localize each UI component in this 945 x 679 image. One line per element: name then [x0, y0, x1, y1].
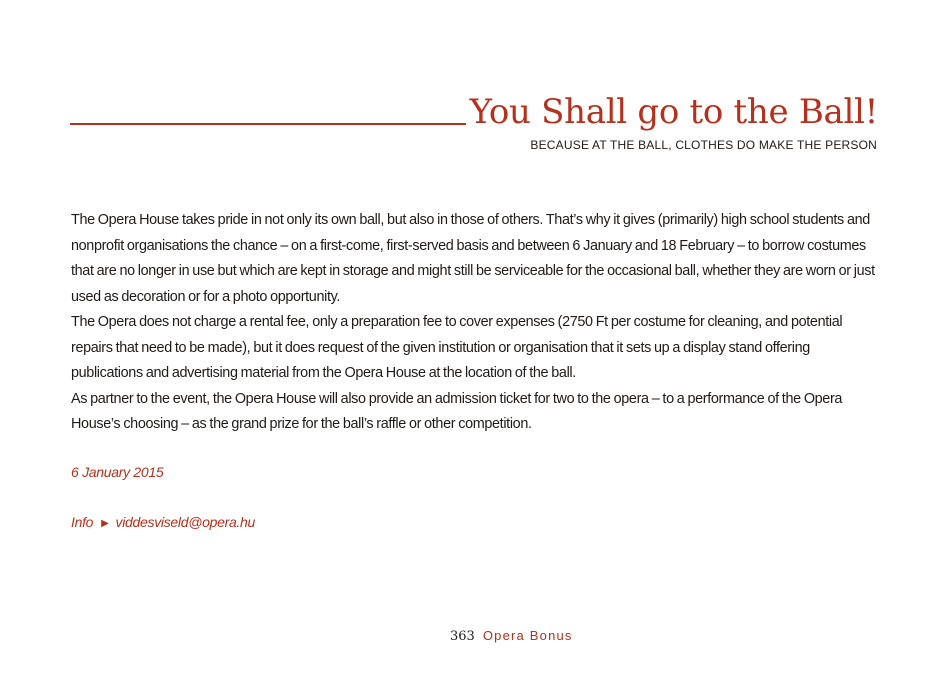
page-title: You Shall go to the Ball! — [469, 92, 878, 132]
info-line — [71, 512, 255, 534]
info-email-link[interactable]: viddesviseld@opera.hu — [115, 514, 255, 530]
paragraph-3: As partner to the event, the Opera House will also provide an admission ticket for two to the opera – to a performance of the Opera House’s choosing – as the grand prize for the ball’s raffle or other competition. — [71, 390, 843, 432]
paragraph-1: The Opera House takes pride in not only its own ball, but also in those of others. That’s why it gives (primarily) high school students and nonprofit organisations the chance – on a first-come, first-served basis and between 6 January and 18 February – to borrow costumes that are no longer in use but which are kept in storage and might still be serviceable for the occasional ball, whether they are worn or just used as decoration or for a photo opportunity. — [71, 212, 875, 305]
page-footer — [450, 626, 573, 647]
page-subtitle: BECAUSE AT THE BALL, CLOTHES DO MAKE THE PERSON — [530, 138, 877, 152]
article-body — [71, 208, 883, 438]
arrow-right-icon: ▶ — [101, 518, 109, 529]
paragraph-2: The Opera does not charge a rental fee, only a preparation fee to cover expenses (2750 Ft per costume for cleaning, and potential repairs that need to be made), but it does request of the given institution or organisation that it sets up a display stand offering publications and advertising material from the Opera House at the location of the ball. — [71, 314, 843, 381]
article-date: 6 January 2015 — [71, 464, 164, 480]
page-number: 363 — [450, 629, 475, 644]
section-name: Opera Bonus — [482, 628, 573, 643]
title-rule — [70, 123, 466, 125]
info-label: Info — [71, 514, 94, 530]
